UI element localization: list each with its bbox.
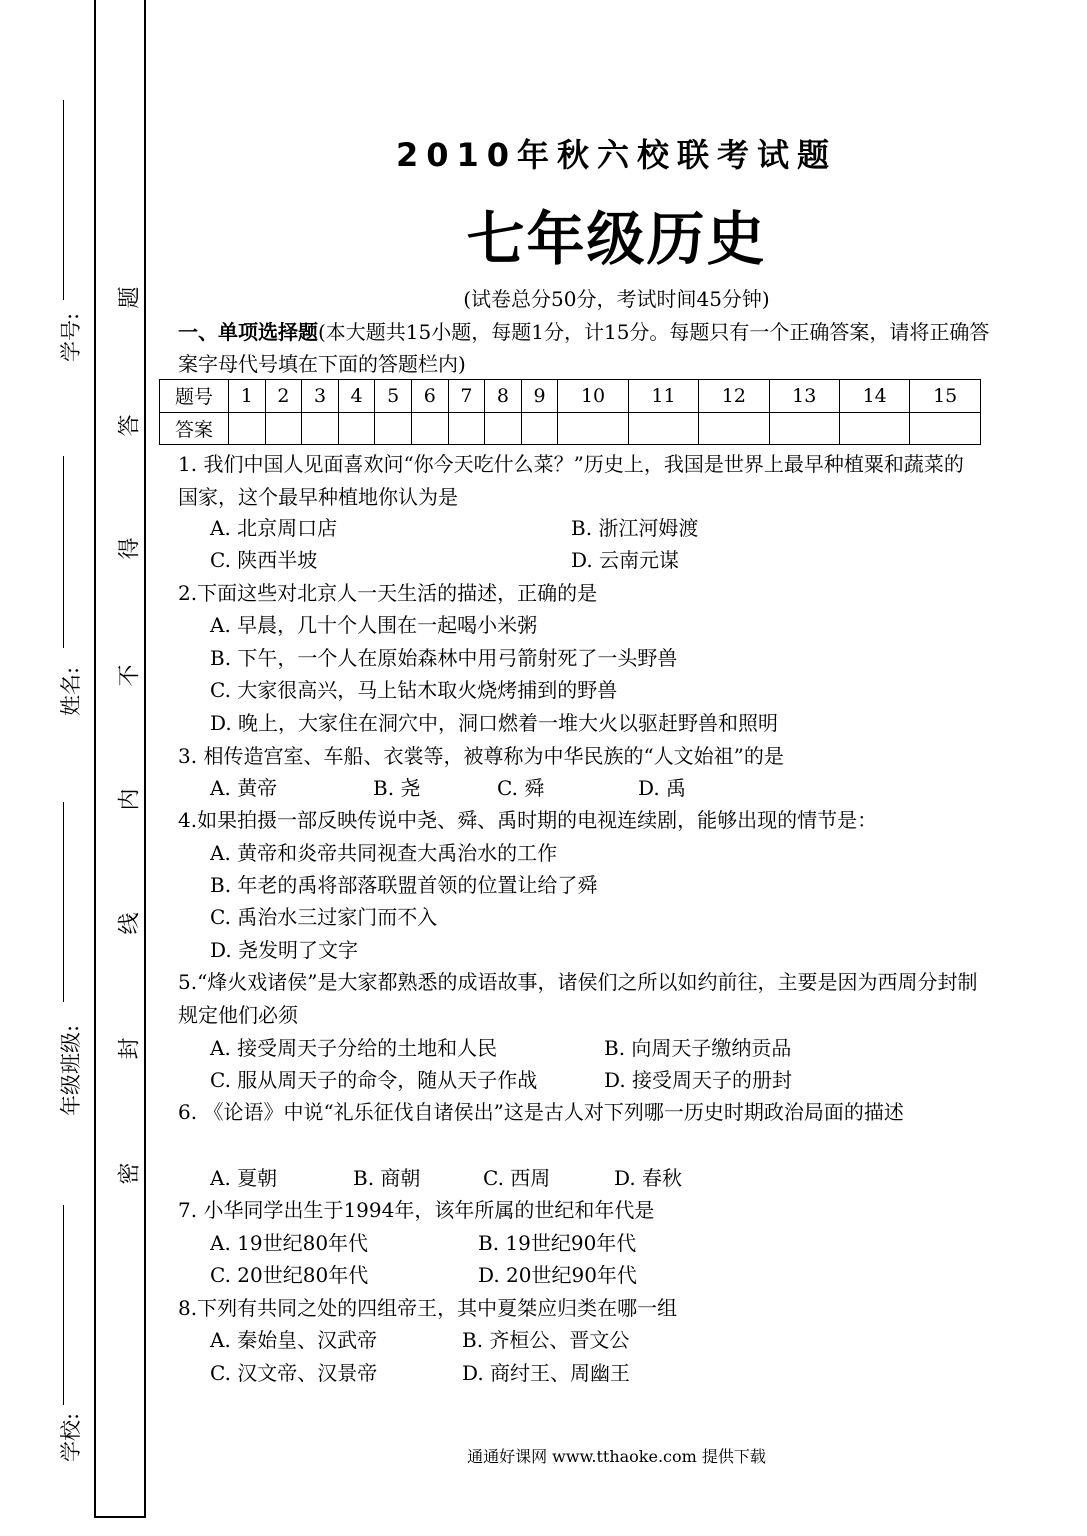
exam-info: (试卷总分50分，考试时间45分钟)	[463, 287, 770, 311]
seal-char-8: 密	[117, 1162, 143, 1185]
question-3-option-d: D. 禹	[638, 776, 687, 800]
question-number-cell: 11	[628, 380, 698, 413]
question-6-stem: 6. 《论语》中说“礼乐征伐自诸侯出”这是古人对下列哪一历史时期政治局面的描述	[178, 1100, 904, 1124]
seal-char-1: 题	[117, 286, 143, 309]
answer-table	[159, 379, 981, 445]
question-number-cell: 4	[338, 380, 375, 413]
answer-cell[interactable]	[839, 412, 909, 445]
question-5-option-a: A. 接受周天子分给的土地和人民	[210, 1036, 498, 1060]
question-number-cell: 8	[485, 380, 522, 413]
answer-cell[interactable]	[699, 412, 769, 445]
answer-row-label: 答案	[160, 412, 229, 445]
question-number-cell: 13	[769, 380, 839, 413]
question-1-option-b: B. 浙江河姆渡	[571, 516, 699, 540]
student-id-line[interactable]	[63, 100, 64, 300]
answer-table-answer-row	[160, 412, 981, 445]
question-4-option-d: D. 尧发明了文字	[210, 938, 359, 962]
school-line[interactable]	[63, 1205, 64, 1405]
class-label: 年级班级:	[59, 1024, 83, 1116]
answer-cell[interactable]	[338, 412, 375, 445]
question-5-stem: 5.“烽火戏诸侯”是大家都熟悉的成语故事，诸侯们之所以如约前往，主要是因为西周分封制规定他们必须	[178, 970, 978, 1027]
question-number-cell: 12	[699, 380, 769, 413]
question-number-cell: 14	[839, 380, 909, 413]
class-line[interactable]	[63, 802, 64, 1002]
exam-title: 2010年秋六校联考试题	[395, 136, 838, 174]
question-8-option-d: D. 商纣王、周幽王	[462, 1361, 631, 1385]
question-6-option-c: C. 西周	[483, 1166, 551, 1190]
question-number-cell: 9	[521, 380, 558, 413]
question-8-option-c: C. 汉文帝、汉景帝	[210, 1361, 378, 1385]
section-heading	[178, 316, 998, 380]
name-label: 姓名:	[59, 666, 83, 716]
answer-cell[interactable]	[265, 412, 302, 445]
answer-table-number-row	[160, 380, 981, 413]
seal-char-3: 得	[117, 537, 143, 560]
question-7-option-b: B. 19世纪90年代	[478, 1231, 637, 1255]
question-7-option-d: D. 20世纪90年代	[478, 1263, 637, 1287]
answer-cell[interactable]	[448, 412, 485, 445]
seal-char-4: 不	[117, 664, 143, 687]
answer-cell[interactable]	[558, 412, 628, 445]
question-3-option-b: B. 尧	[373, 776, 421, 800]
question-number-cell: 2	[265, 380, 302, 413]
answer-cell[interactable]	[769, 412, 839, 445]
question-3-option-a: A. 黄帝	[210, 776, 278, 800]
answer-cell[interactable]	[485, 412, 522, 445]
question-5-option-b: B. 向周天子缴纳贡品	[604, 1036, 792, 1060]
question-4-option-c: C. 禹治水三过家门而不入	[210, 905, 438, 929]
question-number-cell: 1	[229, 380, 266, 413]
question-1-stem: 1. 我们中国人见面喜欢问“你今天吃什么菜？”历史上，我国是世界上最早种植粟和蔬菜的国家，这个最早种植地你认为是	[178, 452, 964, 509]
section-title: 一、单项选择题	[178, 320, 318, 344]
question-7-option-a: A. 19世纪80年代	[210, 1231, 369, 1255]
question-8-stem: 8.下列有共同之处的四组帝王，其中夏桀应归类在哪一组	[178, 1296, 678, 1320]
question-4-option-a: A. 黄帝和炎帝共同视查大禹治水的工作	[210, 841, 558, 865]
answer-cell[interactable]	[411, 412, 448, 445]
question-number-cell: 5	[375, 380, 412, 413]
question-1-option-c: C. 陕西半坡	[210, 548, 318, 572]
answer-cell[interactable]	[375, 412, 412, 445]
question-2-option-d: D. 晚上，大家住在洞穴中，洞口燃着一堆大火以驱赶野兽和照明	[210, 711, 779, 735]
seal-char-7: 封	[117, 1037, 143, 1060]
question-7-stem: 7. 小华同学出生于1994年，该年所属的世纪和年代是	[178, 1198, 655, 1222]
question-4-option-b: B. 年老的禹将部落联盟首领的位置让给了舜	[210, 873, 598, 897]
answer-cell[interactable]	[521, 412, 558, 445]
answer-cell[interactable]	[229, 412, 266, 445]
question-number-cell: 6	[411, 380, 448, 413]
question-2-option-c: C. 大家很高兴，马上钻木取火烧烤捕到的野兽	[210, 678, 618, 702]
question-3-stem: 3. 相传造宫室、车船、衣裳等，被尊称为中华民族的“人文始祖”的是	[178, 744, 784, 768]
question-2-option-a: A. 早晨，几十个人围在一起喝小米粥	[210, 613, 538, 637]
question-2-stem: 2.下面这些对北京人一天生活的描述，正确的是	[178, 581, 598, 605]
question-2-option-b: B. 下午，一个人在原始森林中用弓箭射死了一头野兽	[210, 646, 678, 670]
question-8-option-b: B. 齐桓公、晋文公	[462, 1328, 630, 1352]
seal-char-2: 答	[117, 414, 143, 437]
seal-char-6: 线	[117, 912, 143, 935]
question-7-option-c: C. 20世纪80年代	[210, 1263, 369, 1287]
school-label: 学校:	[59, 1412, 83, 1462]
name-line[interactable]	[63, 456, 64, 648]
question-1-option-a: A. 北京周口店	[210, 516, 338, 540]
question-4-stem: 4.如果拍摄一部反映传说中尧、舜、禹时期的电视连续剧，能够出现的情节是：	[178, 808, 878, 832]
question-1-option-d: D. 云南元谋	[571, 548, 680, 572]
subject-title: 七年级历史	[466, 205, 767, 273]
seal-char-5: 内	[117, 788, 143, 811]
question-6-option-b: B. 商朝	[353, 1166, 421, 1190]
question-5-option-c: C. 服从周天子的命令，随从天子作战	[210, 1068, 538, 1092]
question-number-cell: 15	[910, 380, 981, 413]
question-3-option-c: C. 舜	[497, 776, 545, 800]
question-8-option-a: A. 秦始皇、汉武帝	[210, 1328, 378, 1352]
footer-download-note: 通通好课网 www.tthaoke.com 提供下载	[467, 1447, 766, 1466]
answer-cell[interactable]	[628, 412, 698, 445]
section-instructions: (本大题共15小题，每题1分，计15分。每题只有一个正确答案，请将正确答案字母代号填在下面的答题栏内)	[178, 320, 990, 376]
question-number-cell: 10	[558, 380, 628, 413]
number-row-label: 题号	[160, 380, 229, 413]
answer-cell[interactable]	[302, 412, 339, 445]
question-number-cell: 7	[448, 380, 485, 413]
question-6-option-a: A. 夏朝	[210, 1166, 278, 1190]
answer-cell[interactable]	[910, 412, 981, 445]
question-number-cell: 3	[302, 380, 339, 413]
student-id-label: 学号:	[59, 312, 83, 362]
question-5-option-d: D. 接受周天子的册封	[604, 1068, 793, 1092]
binding-margin-box	[94, 0, 146, 1518]
question-6-option-d: D. 春秋	[614, 1166, 683, 1190]
